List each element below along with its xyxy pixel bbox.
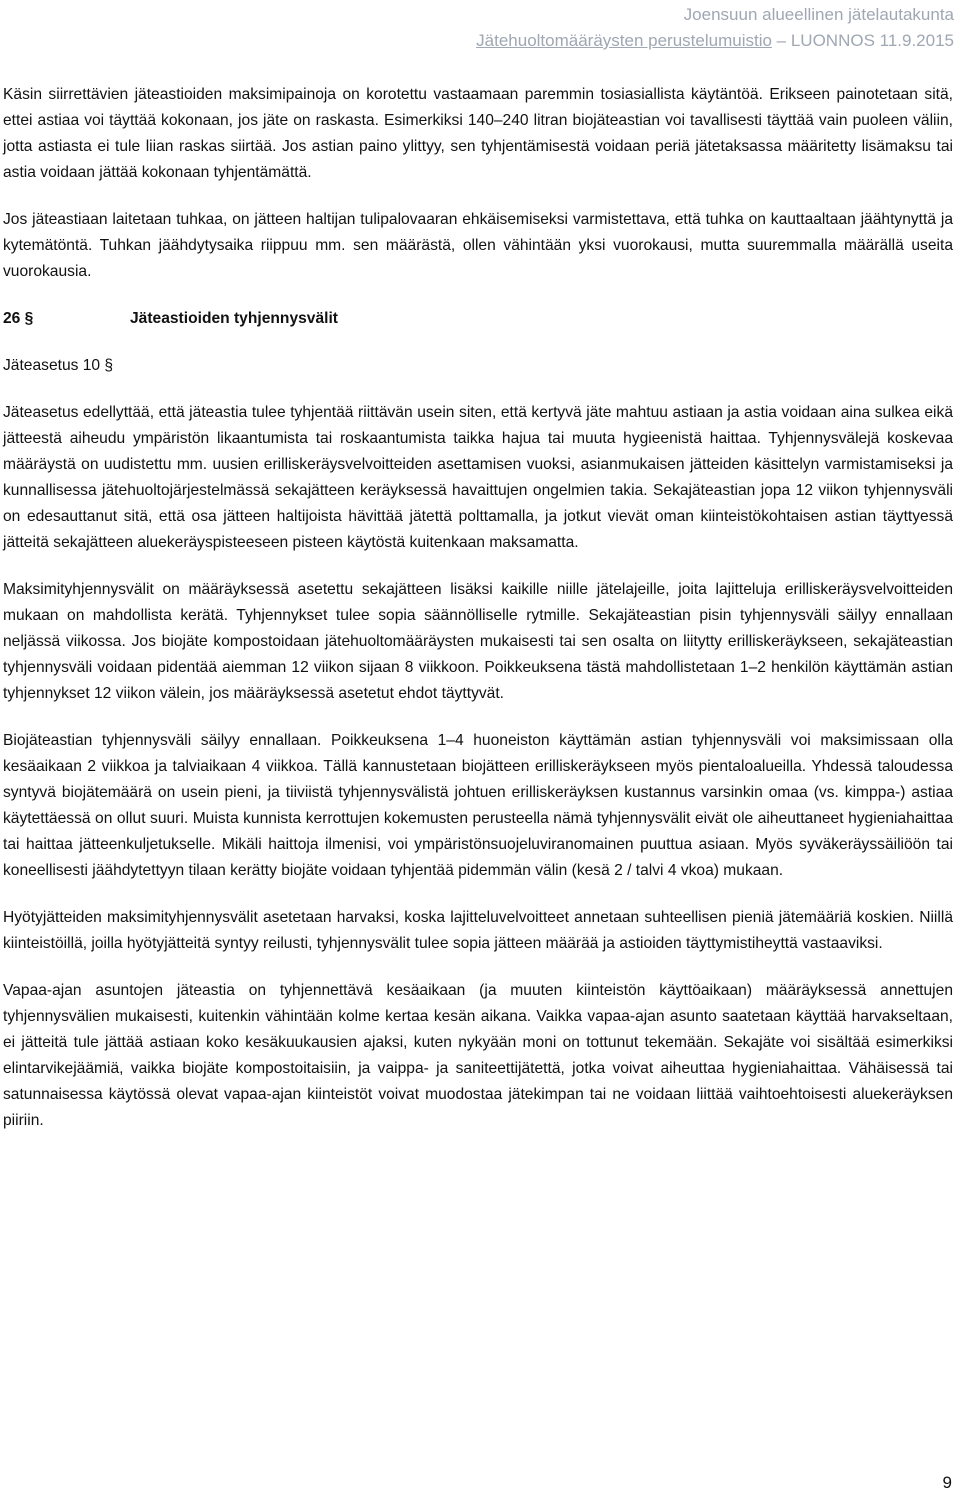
document-body — [3, 82, 953, 1155]
section-title: Jäteastioiden tyhjennysvälit — [130, 310, 338, 327]
section-number: 26 § — [3, 310, 34, 327]
header-title: Joensuun alueellinen jätelautakunta — [683, 5, 954, 24]
page-number: 9 — [942, 1473, 952, 1492]
paragraph-container-weights: Käsin siirrettävien jäteastioiden maksimipainoja on korotettu vastaamaan paremmin tosiasiallista käytäntöä. Erikseen painotetaan sitä, ettei astiaa voi täyttää kokonaan, jos jäte on raskasta. Esimerkiksi 140–240 litran biojäteastian voi tavallisesti täyttää vain puoleen väliin, jotta astiasta ei tule liian raskas siirtää. Jos astian paino ylittyy, sen tyhjentämisestä voidaan periä jätetaksassa määritetty lisämaksu tai astia voidaan jättää kokonaan tyhjentämättä. — [3, 86, 953, 181]
section-heading — [3, 306, 953, 332]
paragraph-recyclables-interval: Hyötyjätteiden maksimityhjennysvälit asetetaan harvaksi, koska lajitteluvelvoitteet annetaan suhteellisen pieniä jätemääriä koskien. Niillä kiinteistöillä, joilla hyötyjätteitä syntyy reilusti, tyhjennysvälit tulee sopia jätteen määrää ja astioiden täyttymistiheyttä vastaaviksi. — [3, 909, 953, 952]
paragraph-emptying-requirement: Jäteasetus edellyttää, että jäteastia tulee tyhjentää riittävän usein siten, että kertyvä jäte mahtuu astiaan ja astia voidaan aina sulkea eikä jätteestä aiheudu ympäristön likaantumista tai roskaantumista taikka hajua tai muuta hygieenistä haittaa. Tyhjennysvälejä koskevaa määräystä on uudistettu mm. uusien erilliskeräysvelvoitteiden asettamisen vuoksi, asianmukaisen jätteiden käsittelyn varmistamiseksi ja kunnallisessa jätehuoltojärjestelmässä sekajätteen keräyksessä havaittujen ongelmien takia. Sekajäteastian jopa 12 viikon tyhjennysväli on edesauttanut sitä, että osa jätteen haltijoista hävittää jätettä polttamalla, ja jotkut vievät oman kiinteistökohtaisen astian täyttyessä jätteitä sekajätteen aluekeräyspisteeseen pisteen käytöstä kuitenkaan maksamatta. — [3, 404, 953, 551]
paragraph-max-intervals: Maksimityhjennysvälit on määräyksessä asetettu sekajätteen lisäksi kaikille niille jätelajeille, joita lajitteluja erilliskeräysvelvoitteiden mukaan on mahdollista kerätä. Tyhjennykset tulee sopia säännölliselle rytmille. Sekajäteastian pisin tyhjennysväli säilyy ennallaan neljässä viikossa. Jos biojäte kompostoidaan jätehuoltomääräysten mukaisesti tai sen osalta on liitytty erilliskeräykseen, sekajäteastian tyhjennysväli voidaan pidentää aiemman 12 viikon sijaan 8 viikkoon. Poikkeuksena tästä mahdollistetaan 1–2 henkilön käyttämän astian tyhjennykset 12 viikon välein, jos määräyksessä asetetut ehdot täyttyvät. — [3, 581, 953, 702]
header-draft-label: – LUONNOS 11.9.2015 — [771, 31, 954, 50]
paragraph-ash: Jos jäteastiaan laitetaan tuhkaa, on jätteen haltijan tulipalovaaran ehkäisemiseksi varmistettava, että tuhka on kauttaaltaan jäähtynyttä ja kytemätöntä. Tuhkan jäähdytysaika riippuu mm. sen määrästä, ollen vähintään yksi vuorokausi, mutta suuremmalla määrällä useita vuorokausia. — [3, 211, 953, 280]
legal-reference: Jäteasetus 10 § — [3, 357, 114, 374]
header-document-link[interactable]: Jätehuoltomääräysten perustelumuistio — [476, 31, 772, 50]
header-subtitle — [476, 28, 954, 54]
paragraph-biowaste-interval: Biojäteastian tyhjennysväli säilyy ennallaan. Poikkeuksena 1–4 huoneiston käyttämän astian tyhjennysväli voi maksimissaan olla kesäaikaan 2 viikkoa ja talviaikaan 4 viikkoa. Tällä kannustetaan biojätteen erilliskeräykseen myös pientaloalueilla. Yhdessä taloudessa syntyvä biojätemäärä on usein pieni, ja tiiviistä tyhjennysvälistä johtuen erilliskeräyksen kustannus varsinkin omaa (vs. kimppa-) astiaa käytettäessä on ollut suuri. Muista kunnista kerrottujen kokemusten perusteella nämä tyhjennysvälit eivät ole aiheuttaneet hygieniahaittaa tai haittaa jätteenkuljetukselle. Mikäli haittoja ilmenisi, voi ympäristönsuojeluviranomainen puuttua asiaan. Myös syväkeräyssäiliöön tai koneellisesti jäähdytettyyn tilaan kerätty biojäte voidaan tyhjentää pidemmän välin (kesä 2 / talvi 4 vkoa) mukaan. — [3, 732, 953, 879]
page-header — [476, 2, 954, 54]
paragraph-holiday-homes: Vapaa-ajan asuntojen jäteastia on tyhjennettävä kesäaikaan (ja muuten kiinteistön käyttöaikaan) määräyksessä annettujen tyhjennysvälien mukaisesti, kuitenkin vähintään kolme kertaa kesän aikana. Vaikka vapaa-ajan asunto saatetaan käyttää harvakseltaan, ei jätteitä tule jättää astiaan koko kesäkuukausien ajaksi, kuten nykyään moni on tottunut tekemään. Sekajäte voi sisältää esimerkiksi elintarvikejäämiä, vaikka biojäte kompostoitaisiin, ja vaippa- ja saniteettijätettä, jotka voivat aiheuttaa hygieniahaittaa. Vähäisessä tai satunnaisessa käytössä olevat vapaa-ajan kiinteistöt voivat muodostaa jätekimpan tai ne voidaan liittää vaihtoehtoisesti aluekeräyksen piiriin. — [3, 982, 953, 1129]
